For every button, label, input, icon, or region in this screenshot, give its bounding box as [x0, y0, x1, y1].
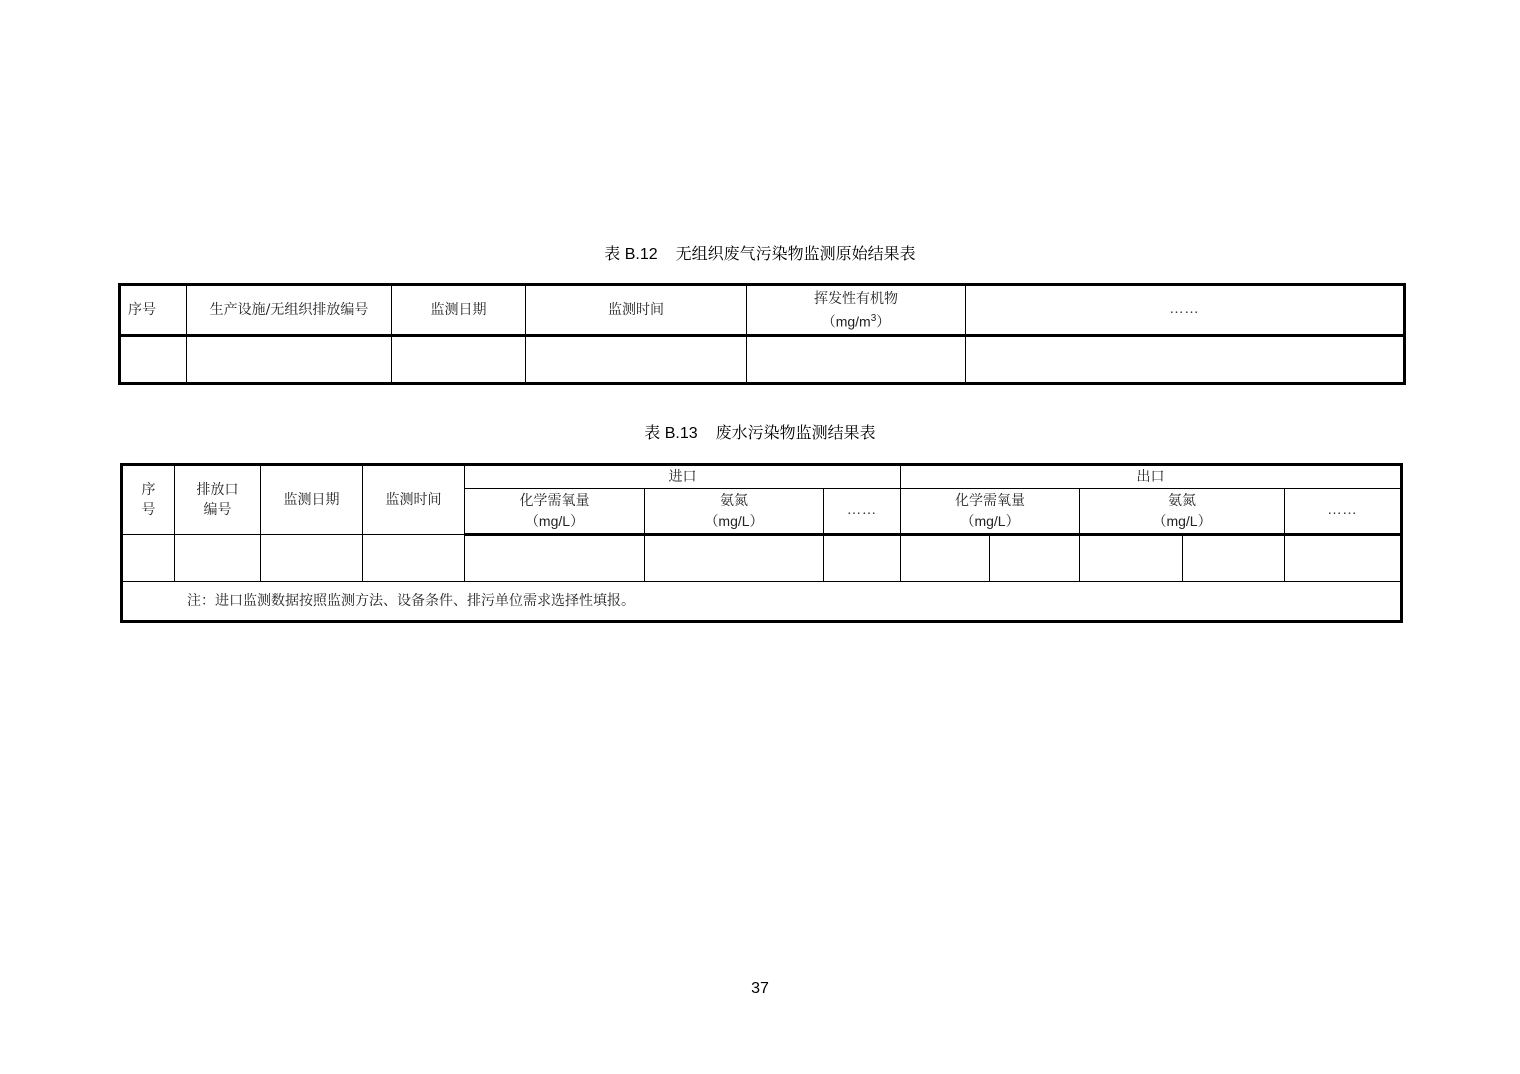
- table-b12-header-row: [120, 285, 1405, 336]
- table-cell: [363, 535, 465, 582]
- table-b13-header-time: 监测时间: [363, 465, 465, 535]
- outlet-more-header: ……: [1285, 489, 1402, 535]
- table-b12-title: 无组织废气污染物监测原始结果表: [675, 244, 916, 263]
- page-number: 37: [751, 980, 769, 997]
- table-cell: [645, 535, 824, 582]
- table-row: [120, 336, 1405, 384]
- table-cell: [261, 535, 363, 582]
- table-row: [122, 535, 1402, 582]
- table-b12-header-date: 监测日期: [392, 285, 526, 336]
- table-b13-header-date: 监测日期: [261, 465, 363, 535]
- table-cell: [187, 336, 392, 384]
- outlet-ammonia-header: 氨氮 （mg/L）: [1080, 489, 1285, 535]
- table-cell: [122, 535, 175, 582]
- table-b12-header-seq: 序号: [120, 285, 187, 336]
- inlet-ammonia-header: 氨氮 （mg/L）: [645, 489, 824, 535]
- table-b12-header-time: 监测时间: [526, 285, 747, 336]
- table-b13-header-row-1: [122, 465, 1402, 489]
- outlet-cod-header: 化学需氧量 （mg/L）: [901, 489, 1080, 535]
- table-cell: [120, 336, 187, 384]
- table-b13-group-outlet: 出口: [901, 465, 1402, 489]
- table-b13-note-row: [122, 582, 1402, 622]
- inlet-more-header: ……: [824, 489, 901, 535]
- table-cell: [747, 336, 966, 384]
- table-b12: [118, 283, 1406, 385]
- table-cell: [526, 336, 747, 384]
- table-b13-caption: [0, 420, 1520, 443]
- table-b12-header-facility: 生产设施/无组织排放编号: [187, 285, 392, 336]
- table-cell: [175, 535, 261, 582]
- voc-unit: $(mg/m^3)$: [821, 312, 891, 330]
- table-cell: [966, 336, 1405, 384]
- inlet-cod-header: 化学需氧量 （mg/L）: [465, 489, 645, 535]
- table-b13: [120, 463, 1403, 623]
- table-b12-header-voc: [747, 285, 966, 336]
- table-cell: [1183, 535, 1285, 582]
- table-b12-number: 表 B.12: [604, 246, 658, 263]
- table-cell: [1080, 535, 1183, 582]
- table-cell: [901, 535, 990, 582]
- table-b12-header-more: ……: [966, 285, 1405, 336]
- table-cell: [990, 535, 1080, 582]
- table-b13-number: 表 B.13: [644, 425, 698, 442]
- table-cell: [392, 336, 526, 384]
- table-b13-group-inlet: 进口: [465, 465, 901, 489]
- table-cell: [465, 535, 645, 582]
- table-b13-note: 注：进口监测数据按照监测方法、设备条件、排污单位需求选择性填报。: [122, 582, 1402, 622]
- table-b12-caption: [0, 241, 1520, 264]
- table-b13-header-outlet-id: 排放口 编号: [175, 465, 261, 535]
- table-b13-title: 废水污染物监测结果表: [715, 423, 876, 442]
- table-cell: [824, 535, 901, 582]
- table-cell: [1285, 535, 1402, 582]
- voc-label: 挥发性有机物: [814, 290, 898, 307]
- table-b13-header-seq: 序 号: [122, 465, 175, 535]
